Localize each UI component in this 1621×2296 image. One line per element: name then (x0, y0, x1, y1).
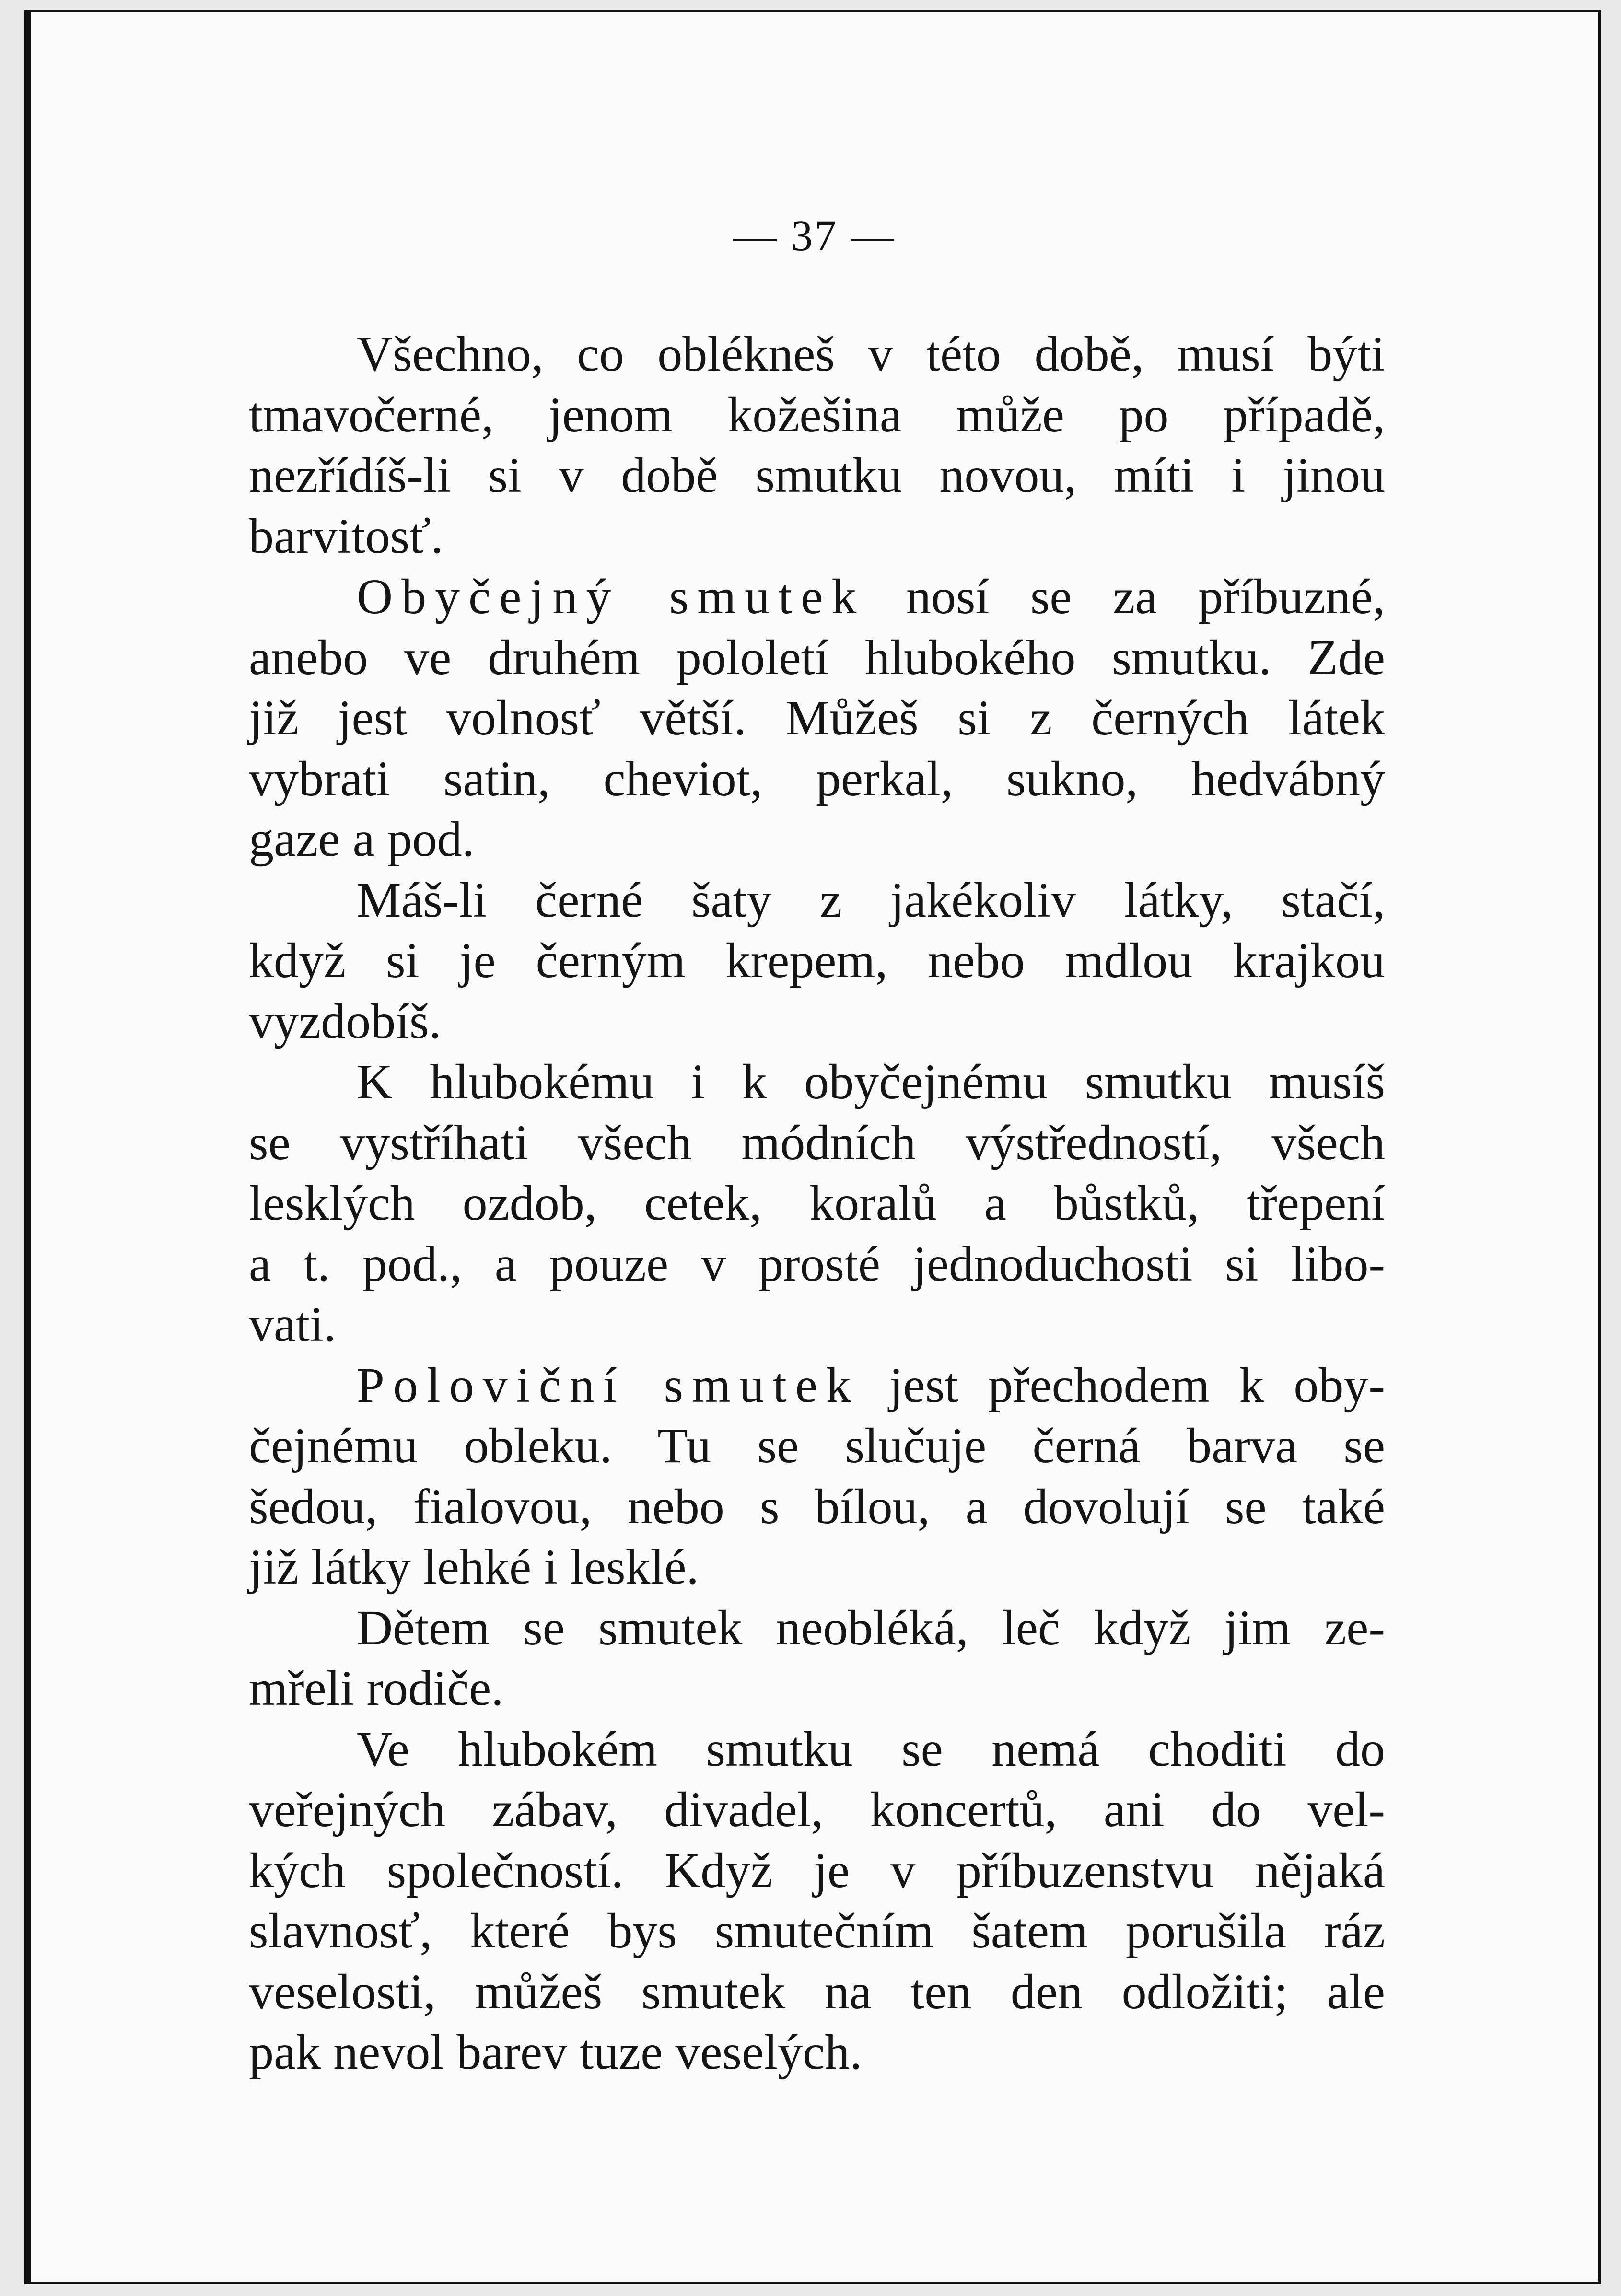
text-line: již látky lehké i lesklé. (249, 1539, 699, 1595)
text-line: mřeli rodiče. (249, 1661, 504, 1716)
text-line: pak nevol barev tuze veselých. (249, 2025, 863, 2080)
body-text (249, 324, 1385, 2083)
text-line (249, 567, 1385, 628)
text-line: veselosti, můžeš smutek na ten den odložiti; ale (249, 1964, 1385, 2019)
text-line: Dětem se smutek neobléká, leč když jim ze- (357, 1600, 1385, 1655)
text-line: vyzdobíš. (249, 993, 442, 1049)
text-line: Máš-li černé šaty z jakékoliv látky, stačí, (357, 872, 1385, 928)
text-line: Všechno, co oblékneš v této době, musí býti (357, 326, 1385, 382)
text-line: lesklých ozdob, cetek, koralů a bůstků, třepení (249, 1176, 1385, 1231)
text-line: vybrati satin, cheviot, perkal, sukno, hedvábný (249, 751, 1385, 806)
text-line: barvitosť. (249, 508, 443, 564)
text-line: veřejných zábav, divadel, koncertů, ani do vel- (249, 1782, 1385, 1837)
text-line: již jest volnosť větší. Můžeš si z černých látek (249, 690, 1385, 746)
text-line-rest: nosí se za příbuzné, (865, 569, 1385, 624)
text-line: když si je černým krepem, nebo mdlou krajkou (249, 933, 1385, 988)
text-line: čejnému obleku. Tu se slučuje černá barva se (249, 1418, 1385, 1473)
text-line: a t. pod., a pouze v prosté jednoduchosti si libo- (249, 1236, 1385, 1292)
paragraph-4 (249, 1052, 1385, 1355)
text-line: šedou, fialovou, nebo s bílou, a dovolují se také (249, 1479, 1385, 1534)
spaced-term: Obyčejný smutek (357, 569, 865, 624)
text-line: nezřídíš-li si v době smutku novou, míti i jinou (249, 448, 1385, 503)
text-line: anebo ve druhém pololetí hlubokého smutku. Zde (249, 629, 1385, 685)
book-page (24, 10, 1601, 2284)
page-number: — 37 — (733, 212, 896, 260)
paragraph-1 (249, 324, 1385, 567)
paragraph-7 (249, 1719, 1385, 2083)
text-line: vati. (249, 1297, 336, 1352)
paragraph-2 (249, 567, 1385, 870)
paragraph-5 (249, 1355, 1385, 1598)
text-line: se vystříhati všech módních výstředností, všech (249, 1115, 1385, 1170)
text-line: kých společností. Když je v příbuzenstvu nějaká (249, 1842, 1385, 1898)
text-line-rest: jest přechodem k oby- (859, 1357, 1385, 1413)
text-line: Ve hlubokém smutku se nemá choditi do (357, 1721, 1385, 1777)
text-line: K hlubokému i k obyčejnému smutku musíš (357, 1054, 1385, 1109)
text-line: tmavočerné, jenom kožešina může po případě, (249, 387, 1385, 443)
text-line (249, 1355, 1385, 1416)
spaced-term: Poloviční smutek (357, 1357, 860, 1413)
paragraph-3 (249, 870, 1385, 1052)
text-line: gaze a pod. (249, 812, 475, 867)
text-line: slavnosť, které bys smutečním šatem porušila ráz (249, 1903, 1385, 1958)
paragraph-6 (249, 1598, 1385, 1719)
